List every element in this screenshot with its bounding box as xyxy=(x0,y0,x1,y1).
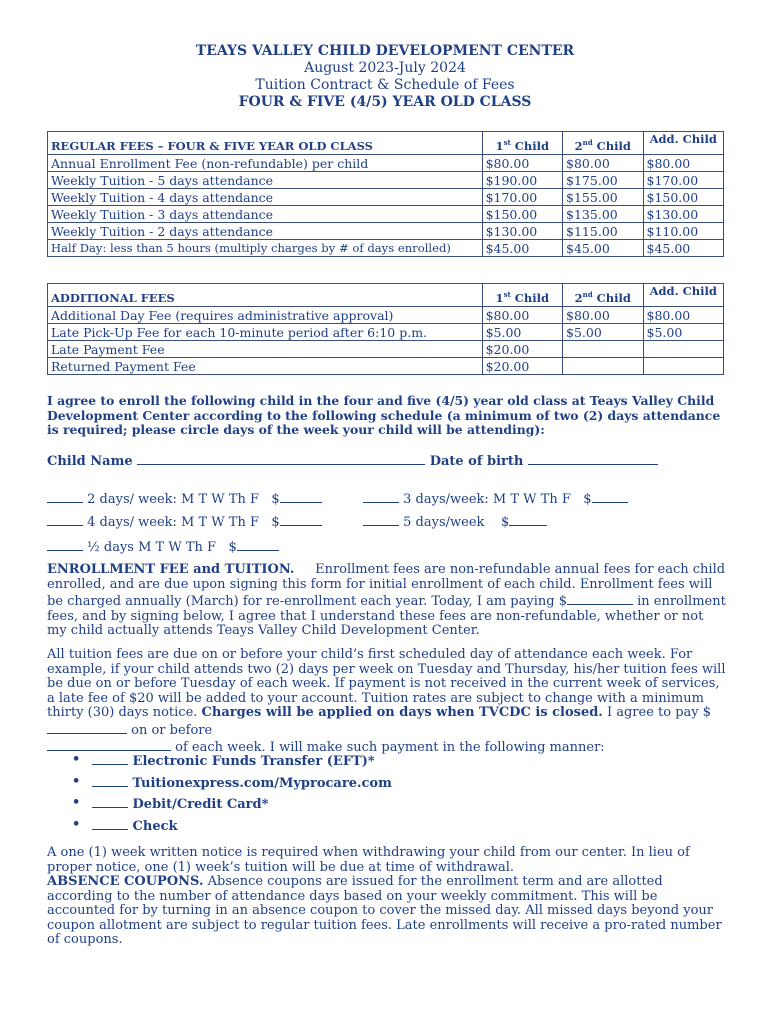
payment-check-check[interactable] xyxy=(92,817,128,830)
col-2nd-child: 2nd Child xyxy=(563,132,643,155)
schedule-3-days: 3 days/week: M T W Th F $ xyxy=(363,490,628,507)
header-line-2: August 2023-July 2024 xyxy=(304,60,466,76)
bullet-icon: • xyxy=(72,752,81,767)
payment-eft-check[interactable] xyxy=(92,752,128,765)
child-name-label: Child Name xyxy=(47,454,133,469)
table-row: Weekly Tuition - 4 days attendance $170.00 $155.00 $150.00 xyxy=(48,189,724,206)
tuition-paragraph: All tuition fees are due on or before your child’s first scheduled day of attendance each week. For example, if your child attends two (2) days per week on Tuesday and Thursday, his/her tuition fees will be due on or before Tuesday of each week. If payment is not received in the current week of services, a late fee of $20 will be added to your account. Tuition rates are subject to change with a minimum thirty (30) days notice. Charges will be applied on days when TVCDC is closed. I agree to pay $ on or before of each week. I will make such payment in the following manner: xyxy=(47,647,726,755)
tuition-closed-note: Charges will be applied on days when TVCDC is closed. xyxy=(201,705,603,720)
col-add-child: Add. Child xyxy=(643,284,724,307)
schedule-3-days-check[interactable] xyxy=(363,490,399,503)
absence-heading: ABSENCE COUPONS. xyxy=(47,874,204,889)
tuition-due-day-field[interactable] xyxy=(47,738,171,751)
child-name-field[interactable] xyxy=(137,452,425,465)
schedule-half-days: ½ days M T W Th F $ xyxy=(47,538,279,555)
col-1st-child: 1st Child xyxy=(482,132,562,155)
regular-fees-title: REGULAR FEES – FOUR & FIVE YEAR OLD CLASS xyxy=(48,132,483,155)
payment-methods-list xyxy=(47,752,647,838)
table-row: Late Pick-Up Fee for each 10-minute period after 6:10 p.m. $5.00 $5.00 $5.00 xyxy=(48,324,724,341)
additional-fees-table xyxy=(47,283,724,375)
table-row: Late Payment Fee $20.00 xyxy=(48,341,724,358)
bullet-icon: • xyxy=(72,795,81,810)
enrollment-amount-field[interactable] xyxy=(567,592,633,605)
enroll-intro: I agree to enroll the following child in the four and five (4/5) year old class at Teays Valley Child Development Center according to the following schedule (a minimum of two (2) days attendance is required; please circle days of the week your child will be attending): xyxy=(47,393,721,437)
table-row: Weekly Tuition - 2 days attendance $130.00 $115.00 $110.00 xyxy=(48,223,724,240)
col-add-child: Add. Child xyxy=(643,132,724,155)
table-row: Returned Payment Fee $20.00 xyxy=(48,358,724,375)
col-1st-child: 1st Child xyxy=(482,284,562,307)
schedule-5-days-amount[interactable] xyxy=(509,513,547,526)
schedule-3-days-amount[interactable] xyxy=(592,490,628,503)
schedule-half-days-check[interactable] xyxy=(47,538,83,551)
payment-card-check[interactable] xyxy=(92,795,128,808)
table-row: Additional Day Fee (requires administrative approval) $80.00 $80.00 $80.00 xyxy=(48,307,724,324)
schedule-2-days-check[interactable] xyxy=(47,490,83,503)
schedule-2-days: 2 days/ week: M T W Th F $ xyxy=(47,490,322,507)
col-2nd-child: 2nd Child xyxy=(563,284,643,307)
schedule-half-days-amount[interactable] xyxy=(237,538,279,551)
dob-field[interactable] xyxy=(528,452,658,465)
payment-online-check[interactable] xyxy=(92,774,128,787)
list-item: • Electronic Funds Transfer (EFT)* xyxy=(72,752,375,769)
regular-fees-table xyxy=(47,131,724,257)
enrollment-paragraph: ENROLLMENT FEE and TUITION. Enrollment fees are non-refundable annual fees for each child enrolled, and are due upon signing this form for initial enrollment of each child. Enrollment fees will be charged annually (March) for re-enrollment each year. Today, I am paying $ in enrollment fees, and by signing below, I agree that I understand these fees are non-refundable, whether or not my child actually attends Teays Valley Child Development Center. xyxy=(47,562,726,638)
bullet-icon: • xyxy=(72,773,81,789)
table-row: Weekly Tuition - 5 days attendance $190.00 $175.00 $170.00 xyxy=(48,172,724,189)
schedule-4-days-amount[interactable] xyxy=(280,513,322,526)
child-name-row xyxy=(47,452,737,470)
table-row: Half Day: less than 5 hours (multiply charges by # of days enrolled) $45.00 $45.00 $45.00 xyxy=(48,240,724,257)
schedule-4-days-check[interactable] xyxy=(47,513,83,526)
header-line-4: FOUR & FIVE (4/5) YEAR OLD CLASS xyxy=(238,94,532,110)
bullet-icon: • xyxy=(72,816,81,832)
schedule-5-days: 5 days/week $ xyxy=(363,513,547,530)
schedule-5-days-check[interactable] xyxy=(363,513,399,526)
header-line-1: TEAYS VALLEY CHILD DEVELOPMENT CENTER xyxy=(195,43,575,59)
list-item: • Tuitionexpress.com/Myprocare.com xyxy=(72,773,392,791)
enrollment-heading: ENROLLMENT FEE and TUITION. xyxy=(47,562,295,577)
table-row: Weekly Tuition - 3 days attendance $150.00 $135.00 $130.00 xyxy=(48,206,724,223)
dob-label: Date of birth xyxy=(429,454,524,469)
additional-fees-title: ADDITIONAL FEES xyxy=(48,284,483,307)
schedule-2-days-amount[interactable] xyxy=(280,490,322,503)
table-row: Annual Enrollment Fee (non-refundable) per child $80.00 $80.00 $80.00 xyxy=(48,155,724,172)
tuition-amount-field[interactable] xyxy=(47,721,127,734)
header-line-3: Tuition Contract & Schedule of Fees xyxy=(255,77,515,93)
list-item: • Check xyxy=(72,816,178,834)
list-item: • Debit/Credit Card* xyxy=(72,795,269,812)
schedule-4-days: 4 days/ week: M T W Th F $ xyxy=(47,513,322,530)
withdraw-paragraph: A one (1) week written notice is required when withdrawing your child from our center. In lieu of proper notice, one (1) week’s tuition will be due at time of withdrawal. ABSENCE COUPONS. Absence coupons are issued for the enrollment term and are allotted according to the number of attendance days based on your weekly commitment. This will be accounted for by turning in an absence coupon to cover the missed day. All missed days beyond your coupon allotment are subject to regular tuition fees. Late enrollments will receive a pro-rated number of coupons. xyxy=(47,845,722,947)
